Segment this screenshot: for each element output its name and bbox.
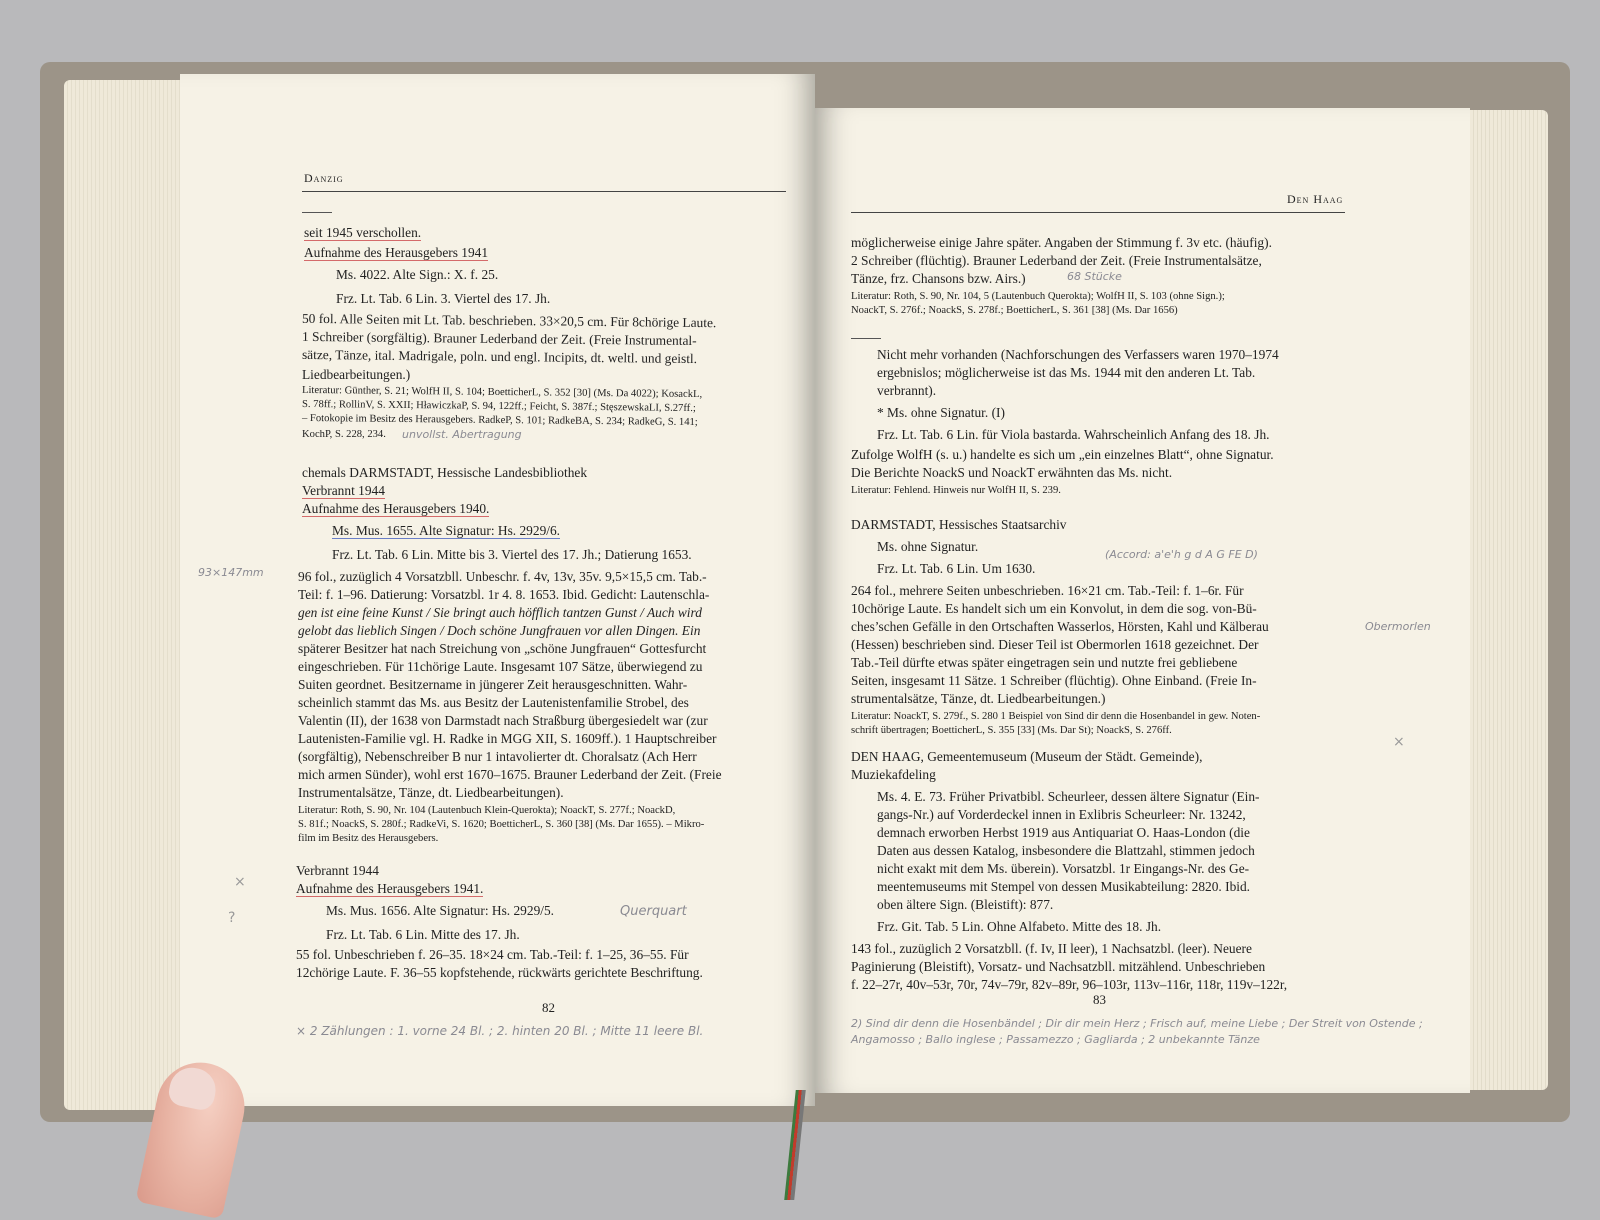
text-line: Tänze, frz. Chansons bzw. Airs.)	[851, 271, 1026, 286]
text-line: Seiten, insgesamt 11 Sätze. 1 Schreiber (flüchtig). Ohne Einband. (Freie In-	[851, 673, 1257, 688]
text-line: Valentin (II), der 1638 von Darmstadt nach Straßburg übergesiedelt war (zur	[298, 713, 708, 728]
handwritten-note: Querquart	[620, 904, 687, 919]
text-line: verbrannt).	[877, 383, 937, 398]
text-line: strumentalsätze, Tänze, dt. Liedbearbeitungen.)	[851, 691, 1106, 706]
text-line: ches’schen Gefälle in den Ortschaften Wasserlos, Hörsten, Kahl und Kälberau	[851, 619, 1269, 634]
margin-mark: ?	[228, 910, 236, 926]
handwritten-note: × 2 Zählungen : 1. vorne 24 Bl. ; 2. hinten 20 Bl. ; Mitte 11 leere Bl.	[296, 1024, 704, 1038]
text-line: Liedbearbeitungen.)	[302, 367, 411, 382]
page-number: 82	[542, 1000, 555, 1015]
text-line: meentemuseums mit Stempel von dessen Musikabteilung: 2820. Ibid.	[877, 879, 1251, 894]
text-line: (sorgfältig), Nebenschreiber B nur 1 intavolierter dt. Choralsatz (Ach Herr	[298, 749, 697, 764]
text-line: sätze, Tänze, ital. Madrigale, poln. und engl. Incipits, dt. weltl. und geistl.	[301, 346, 698, 367]
right-page	[815, 108, 1470, 1093]
text-line: Frz. Lt. Tab. 6 Lin. Mitte des 17. Jh.	[326, 927, 520, 942]
literature-line: S. 78ff.; RollinV, S. XXII; HławiczkaP, S. 94, 122ff.; Feicht, S. 387f.; StęszewskaLI, S.27ff.;	[301, 398, 696, 415]
literature-line: KochP, S. 228, 234.	[302, 429, 386, 440]
text-line: Frz. Git. Tab. 5 Lin. Ohne Alfabeto. Mitte des 18. Jh.	[877, 919, 1162, 934]
running-header: Danzig	[304, 171, 344, 185]
page-number: 83	[1093, 992, 1106, 1007]
literature-line: Literatur: Günther, S. 21; WolfH II, S. 104; BoetticherL, S. 352 [30] (Ms. Da 4022); KosackL,	[301, 384, 703, 401]
text-line: Aufnahme des Herausgebers 1940.	[302, 501, 490, 516]
text-line: 2 Schreiber (flüchtig). Brauner Lederband der Zeit. (Freie Instrumentalsätze,	[851, 253, 1262, 268]
text-line: 10chörige Laute. Es handelt sich um ein Konvolut, in dem die sog. von-Bü-	[851, 601, 1257, 616]
text-line: Frz. Lt. Tab. 6 Lin. für Viola bastarda. Wahrscheinlich Anfang des 18. Jh.	[877, 427, 1270, 442]
section-rule	[851, 338, 881, 339]
handwritten-note: 93×147mm	[198, 566, 264, 579]
text-line: oben ältere Sign. (Bleistift): 877.	[877, 897, 1054, 912]
handwritten-note: 2) Sind dir denn die Hosenbändel ; Dir dir mein Herz ; Frisch auf, meine Liebe ; Der Streit von Ostende ; Angamosso ; Ballo inglese ; Passamezzo ; Gagliarda ; 2 unbekannte Tänze	[851, 1017, 1423, 1046]
text-line: Aufnahme des Herausgebers 1941	[304, 245, 489, 260]
handwritten-note: 68 Stücke	[1067, 270, 1122, 283]
section-heading: DARMSTADT, Hessisches Staatsarchiv	[851, 517, 1067, 532]
text-line: späterer Besitzer hat nach Streichung von „schöne Jungfrauen“ Gottesfurcht	[298, 641, 707, 656]
text-line: Zufolge WolfH (s. u.) handelte es sich um „ein einzelnes Blatt“, ohne Signatur.	[851, 447, 1274, 462]
text-line: 55 fol. Unbeschrieben f. 26–35. 18×24 cm. Tab.-Teil: f. 1–25, 36–55. Für	[296, 947, 689, 962]
section-heading: chemals DARMSTADT, Hessische Landesbibliothek	[302, 465, 588, 480]
text-line: gelobt das lieblich Singen / Doch schöne Jungfrauen vor allen Dingen. Ein	[298, 623, 701, 638]
section-rule	[302, 212, 332, 213]
literature-line: Literatur: NoackT, S. 279f., S. 280 1 Beispiel von Sind dir denn die Hosenbandel in gew. Noten-	[851, 711, 1261, 722]
handwritten-note: unvollst. Abertragung	[402, 428, 522, 441]
text-line: Die Berichte NoackS und NoackT erwähnten das Ms. nicht.	[851, 465, 1173, 480]
margin-mark: ×	[234, 874, 246, 890]
text-line: möglicherweise einige Jahre später. Angaben der Stimmung f. 3v etc. (häufig).	[851, 235, 1272, 250]
handwritten-note: Obermorlen	[1365, 620, 1431, 633]
text-line: Ms. 4022. Alte Sign.: X. f. 25.	[336, 267, 499, 282]
text-line: Verbrannt 1944	[296, 863, 379, 878]
left-page	[180, 74, 815, 1106]
text-line: demnach erworben Herbst 1919 aus Antiquariat O. Haas-London (die	[877, 825, 1250, 840]
text-line: seit 1945 verschollen.	[304, 225, 422, 240]
text-line: Instrumentalsätze, Tänze, dt. Liedbearbeitungen).	[298, 785, 564, 800]
text-line: (Hessen) beschrieben sind. Dieser Teil ist Obermorlen 1618 gezeichnet. Der	[851, 637, 1259, 652]
section-heading: Muziekafdeling	[851, 767, 936, 782]
text-line: 96 fol., zuzüglich 4 Vorsatzbll. Unbeschr. f. 4v, 13v, 35v. 9,5×15,5 cm. Tab.-	[298, 569, 707, 584]
text-line: * Ms. ohne Signatur. (I)	[877, 405, 1005, 420]
literature-line: Literatur: Roth, S. 90, Nr. 104 (Lautenbuch Klein-Querokta); NoackT, S. 277f.; NoackD,	[298, 805, 676, 816]
text-line: Aufnahme des Herausgebers 1941.	[296, 881, 484, 896]
text-line: Ms. ohne Signatur.	[877, 539, 979, 554]
text-line: 50 fol. Alle Seiten mit Lt. Tab. beschrieben. 33×20,5 cm. Für 8chörige Laute.	[301, 310, 717, 331]
text-line: Ms. Mus. 1655. Alte Signatur: Hs. 2929/6.	[332, 523, 561, 538]
text-line: Ms. 4. E. 73. Früher Privatbibl. Scheurleer, dessen ältere Signatur (Ein-	[877, 789, 1260, 804]
text-line: Frz. Lt. Tab. 6 Lin. Mitte bis 3. Viertel des 17. Jh.; Datierung 1653.	[332, 547, 692, 562]
text-line: 143 fol., zuzüglich 2 Vorsatzbll. (f. Iv, II leer), 1 Nachsatzbl. (leer). Neuere	[851, 941, 1252, 956]
text-line: 264 fol., mehrere Seiten unbeschrieben. 16×21 cm. Tab.-Teil: f. 1–6r. Für	[851, 583, 1244, 598]
literature-line: Literatur: Roth, S. 90, Nr. 104, 5 (Lautenbuch Querokta); WolfH II, S. 103 (ohne Sign.);	[851, 291, 1225, 302]
literature-line: – Fotokopie im Besitz des Herausgebers. RadkeP, S. 101; RadkeBA, S. 234; RadkeG, S. 141;	[301, 412, 698, 429]
text-line: ergebnislos; möglicherweise ist das Ms. 1944 mit den anderen Lt. Tab.	[877, 365, 1256, 380]
text-line: f. 22–27r, 40v–53r, 70r, 74v–79r, 82v–89r, 96–103r, 113v–116r, 118r, 119v–122r,	[851, 977, 1288, 992]
text-line: Paginierung (Bleistift), Vorsatz- und Nachsatzbll. mitzählend. Unbeschrieben	[851, 959, 1266, 974]
text-line: Frz. Lt. Tab. 6 Lin. 3. Viertel des 17. Jh.	[336, 291, 551, 306]
running-header: Den Haag	[1287, 192, 1344, 206]
text-line: Daten aus dessen Katalog, insbesondere die Blattzahl, stimmen jedoch	[877, 843, 1255, 858]
text-line: Lautenisten-Familie vgl. H. Radke in MGG XII, S. 1609ff.). 1 Hauptschreiber	[298, 731, 717, 746]
text-line: gangs-Nr.) auf Vorderdeckel innen in Exlibris Scheurleer: Nr. 13242,	[877, 807, 1246, 822]
header-rule	[302, 191, 786, 192]
text-line: Ms. Mus. 1656. Alte Signatur: Hs. 2929/5.	[326, 903, 555, 918]
text-line: nicht exakt mit dem Ms. überein). Vorsatzbl. 1r Eingangs-Nr. des Ge-	[877, 861, 1250, 876]
handwritten-note: (Accord: a'e'h g d A G FE D)	[1105, 548, 1258, 561]
text-line: gen ist eine feine Kunst / Sie bringt auch höfflich tantzen Gunst / Auch wird	[298, 605, 702, 620]
text-line: eingeschrieben. Für 11chörige Laute. Insgesamt 107 Sätze, überwiegend zu	[298, 659, 703, 674]
header-rule	[851, 212, 1345, 213]
literature-line: film im Besitz des Herausgebers.	[298, 833, 439, 844]
text-line: Verbrannt 1944	[302, 483, 385, 498]
text-line: 12chörige Laute. F. 36–55 kopfstehende, rückwärts gerichtete Beschriftung.	[296, 965, 703, 980]
text-line: scheinlich stammt das Ms. aus Besitz der Lautenistenfamilie Strobel, des	[298, 695, 689, 710]
text-line: mich armen Sünder), wohl erst 1670–1675. Brauner Lederband der Zeit. (Freie	[298, 767, 722, 782]
literature-line: Literatur: Fehlend. Hinweis nur WolfH II, S. 239.	[851, 485, 1061, 496]
text-line: Teil: f. 1–96. Datierung: Vorsatzbl. 1r 4. 8. 1653. Ibid. Gedicht: Lautenschla-	[298, 587, 710, 602]
section-heading: DEN HAAG, Gemeentemuseum (Museum der Städt. Gemeinde),	[851, 749, 1203, 764]
literature-line: S. 81f.; NoackS, S. 280f.; RadkeVi, S. 1620; BoetticherL, S. 360 [38] (Ms. Dar 1655). – Mikro-	[298, 819, 705, 830]
text-line: Frz. Lt. Tab. 6 Lin. Um 1630.	[877, 561, 1036, 576]
text-line: Tab.-Teil dürfte etwas später eingetragen sein und nutzte frei gebliebene	[851, 655, 1238, 670]
literature-line: NoackT, S. 276f.; NoackS, S. 278f.; BoetticherL, S. 361 [38] (Ms. Dar 1656)	[851, 305, 1178, 316]
text-line: 1 Schreiber (sorgfältig). Brauner Lederband der Zeit. (Freie Instrumental-	[301, 328, 697, 349]
text-line: Suiten geordnet. Besitzername in jüngerer Zeit herausgeschnitten. Wahr-	[298, 677, 688, 692]
literature-line: schrift übertragen; BoetticherL, S. 355 [33] (Ms. Dar St); NoackS, S. 276ff.	[851, 725, 1172, 736]
margin-mark: ×	[1393, 734, 1405, 750]
text-line: Nicht mehr vorhanden (Nachforschungen des Verfassers waren 1970–1974	[877, 347, 1279, 362]
